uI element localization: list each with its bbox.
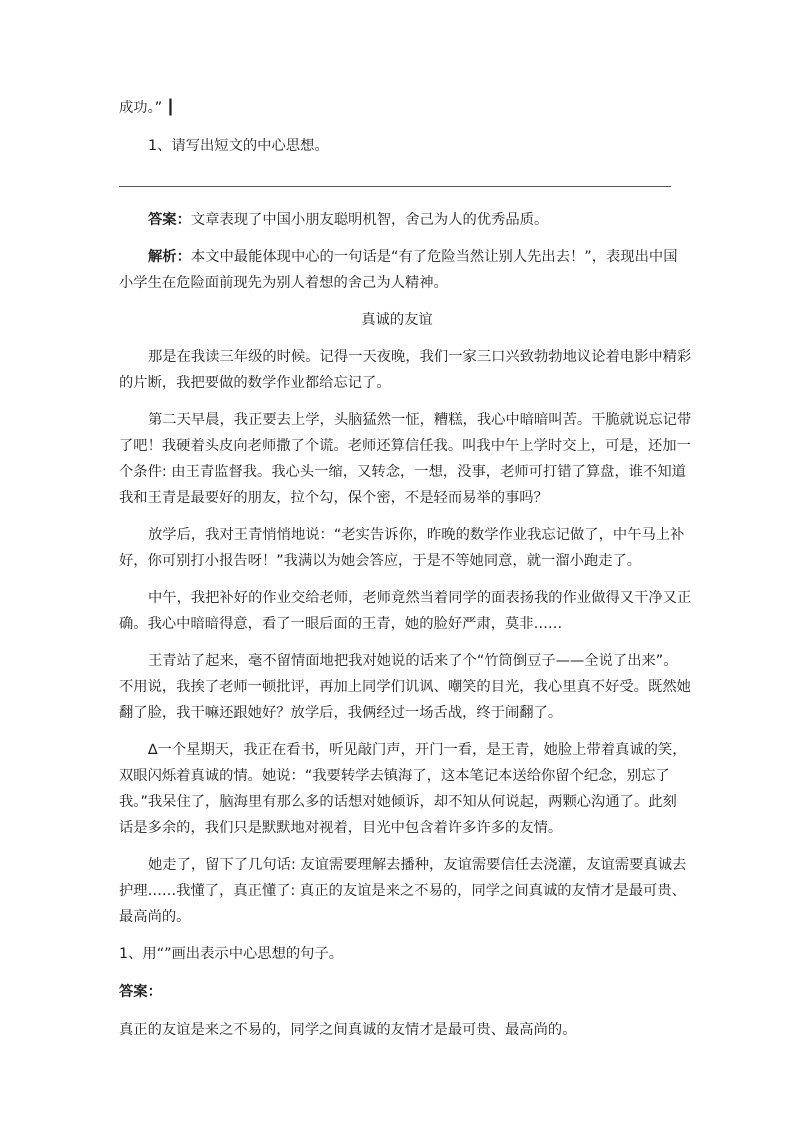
paragraph-5-line: 翻了脸，我干嘛还跟她好？放学后，我俩经过一场舌战，终于闹翻了。 — [119, 705, 563, 721]
answer-label: 答案： — [148, 212, 191, 228]
answer-2: 真正的友谊是来之不易的，同学之间真诚的友情才是最可贵、最高尚的。 — [119, 1022, 577, 1038]
paragraph-6-line: 我。”我呆住了，脑海里有那么多的话想对她倾诉，却不知从何说起，两颗心沟通了。此刻 — [119, 794, 677, 810]
paragraph-2-line: 个条件: 由王青监督我。我心头一缩，又转念，一想，没事，老师可打错了算盘，谁不知道 — [119, 464, 686, 480]
paragraph-5-line: 不用说，我挨了老师一顿批评，再加上同学们讥讽、嘲笑的目光，我心里真不好受。既然她 — [119, 679, 691, 695]
previous-answer-tail: 成功。” ┃ — [119, 100, 175, 116]
analysis-1-line-2: 小学生在危险面前现先为别人着想的舍己为人精神。 — [119, 275, 448, 291]
paragraph-2-line: 我和王青是最要好的朋友，拉个勾，保个密，不是轻而易举的事吗？ — [119, 490, 548, 506]
answer-rule-line — [119, 186, 671, 187]
answer-2-label: 答案： — [119, 984, 162, 1000]
answer-1: 答案：文章表现了中国小朋友聪明机智，舍己为人的优秀品质。 — [148, 212, 549, 228]
paragraph-2-line: 了吧！我硬着头皮向老师撒了个谎。老师还算信任我。叫我中午上学时交上，可是，还加一 — [119, 438, 691, 454]
question-2: 1、用“”画出表示中心思想的句子。 — [119, 946, 344, 962]
paragraph-7-line: 护理……我懂了，真正懂了: 真正的友谊是来之不易的，同学之间真诚的友情才是最可贵、 — [119, 883, 686, 899]
paragraph-4-line: 确。我心中暗暗得意，看了一眼后面的王青，她的脸好严肃，莫非…… — [119, 616, 563, 632]
paragraph-6-line: ∆一个星期天，我正在看书，听见敲门声，开门一看，是王青，她脸上带着真诚的笑， — [148, 742, 687, 758]
paragraph-3-line: 好，你可别打小报告呀！”我满以为她会答应，于是不等她同意，就一溜小跑走了。 — [119, 553, 642, 569]
paragraph-1-line: 那是在我读三年级的时候。记得一天夜晚，我们一家三口兴致勃勃地议论着电影中精彩 — [148, 349, 692, 365]
text-cursor-icon: ┃ — [166, 100, 175, 116]
paragraph-2-line: 第二天早晨，我正要去上学，头脑猛然一怔，糟糕，我心中暗暗叫苦。干脆就说忘记带 — [148, 412, 692, 428]
analysis-label: 解析： — [148, 249, 191, 265]
paragraph-7-line: 最高尚的。 — [119, 909, 191, 925]
paragraph-6-line: 双眼闪烁着真诚的情。她说：“我要转学去镇海了，这本笔记本送给你留个纪念，别忘了 — [119, 768, 670, 784]
paragraph-5-line: 王青站了起来，毫不留情面地把我对她说的话来了个“竹筒倒豆子——全说了出来”。 — [148, 653, 678, 669]
story-title: 真诚的友谊 — [361, 312, 433, 328]
question-1: 1、请写出短文的中心思想。 — [148, 138, 329, 154]
analysis-1-line-1: 解析：本文中最能体现中心的一句话是“有了危险当然让别人先出去！”，表现出中国 — [148, 249, 678, 265]
paragraph-6-line: 话是多余的，我们只是默默地对视着，目光中包含着许多许多的友情。 — [119, 820, 563, 836]
paragraph-4-line: 中午，我把补好的作业交给老师，老师竟然当着同学的面表扬我的作业做得又干净又正 — [148, 590, 692, 606]
paragraph-3-line: 放学后，我对王青悄悄地说：“老实告诉你，昨晚的数学作业我忘记做了，中午马上补 — [148, 527, 685, 543]
paragraph-1-line: 的片断，我把要做的数学作业都给忘记了。 — [119, 375, 391, 391]
paragraph-7-line: 她走了，留下了几句话: 友谊需要理解去播种，友谊需要信任去浇灌，友谊需要真诚去 — [148, 857, 687, 873]
